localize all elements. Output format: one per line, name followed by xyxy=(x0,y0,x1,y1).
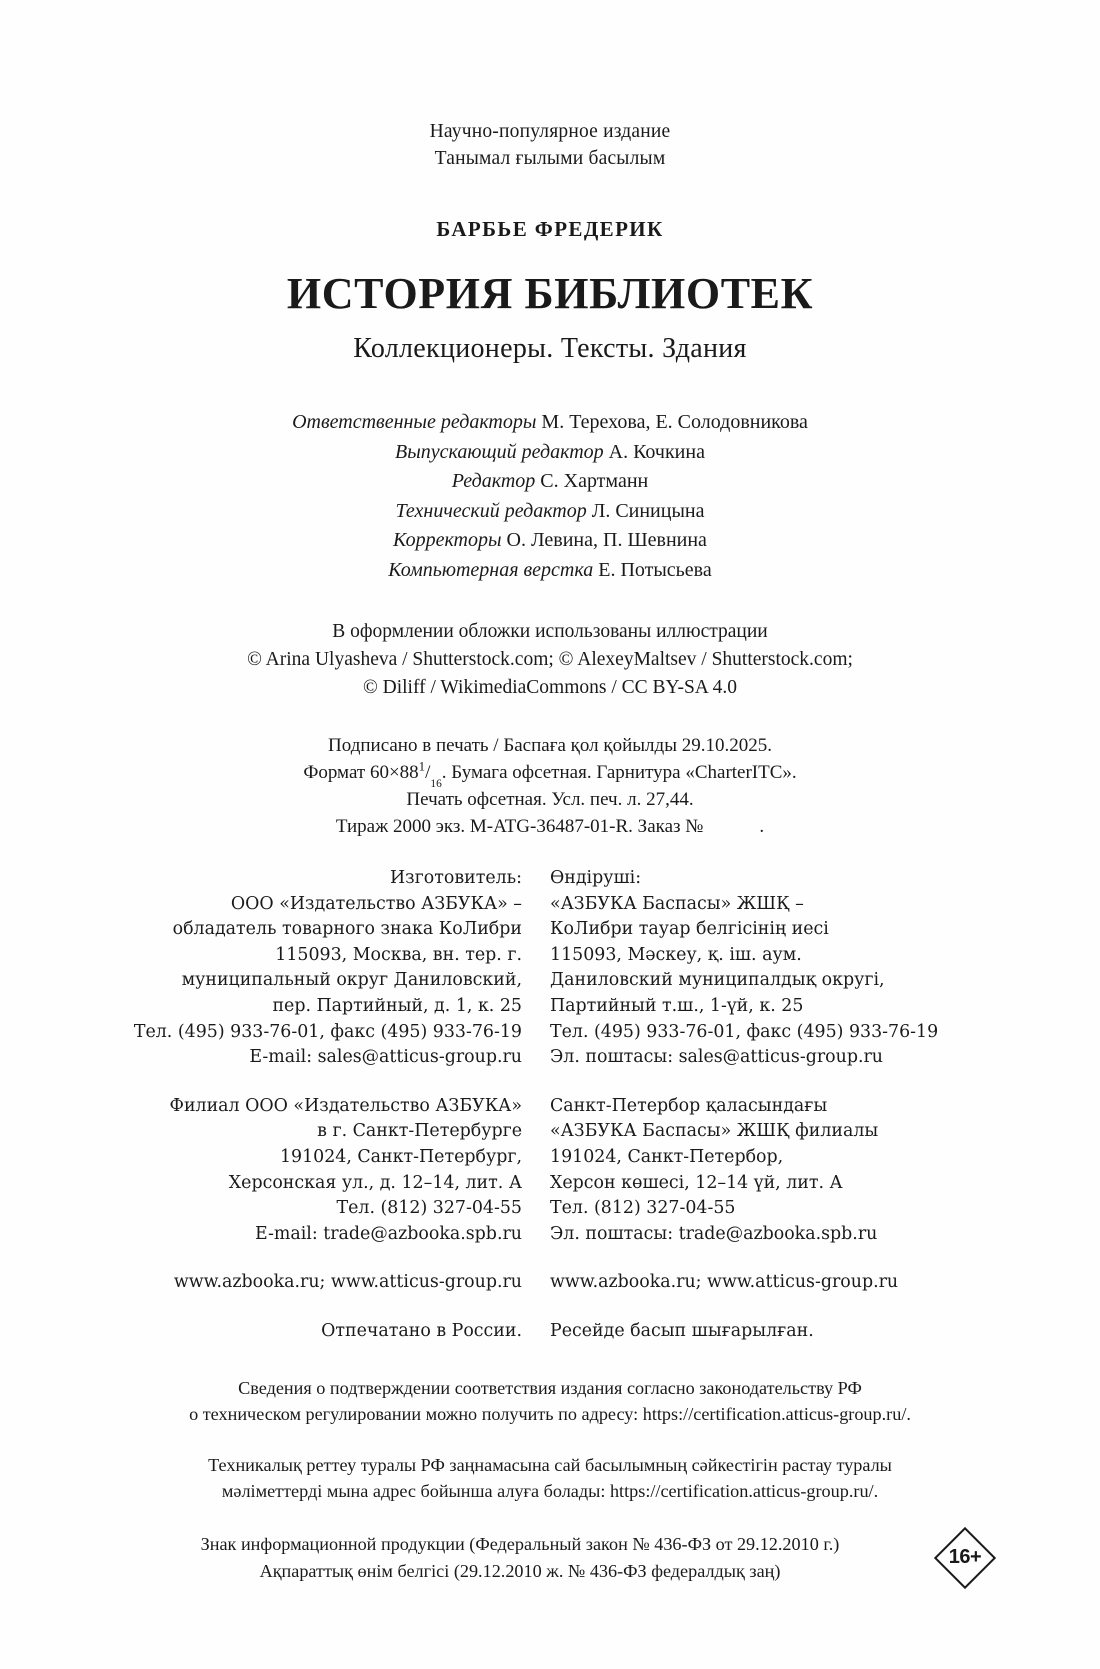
series-block xyxy=(110,118,990,172)
branch-email-ru: E-mail: trade@azbooka.spb.ru xyxy=(254,1223,522,1244)
branch-phone-kk: Тел. (812) 327-04-55 xyxy=(550,1198,736,1219)
publisher-column-ru xyxy=(110,866,522,1345)
branch-block-ru xyxy=(110,1094,522,1248)
manufacturer-block-kk xyxy=(550,866,990,1071)
manufacturer-line: «АЗБУКА Баспасы» ЖШҚ – xyxy=(550,893,804,914)
credit-row xyxy=(110,526,990,556)
credit-role: Компьютерная верстка xyxy=(388,558,594,581)
credit-names: А. Кочкина xyxy=(608,440,705,463)
manufacturer-line: Даниловский муниципалдық округі, xyxy=(550,970,885,991)
credit-names: Е. Потысьева xyxy=(598,558,712,581)
credit-row xyxy=(110,556,990,586)
branch-line: в г. Санкт-Петербурге xyxy=(317,1121,522,1142)
branch-line: 191024, Санкт-Петербор, xyxy=(550,1146,784,1167)
certification-ru-line-2: о техническом регулировании можно получить по адресу: https://certification.atticus-group.ru/. xyxy=(189,1404,911,1424)
credit-names: О. Левина, П. Шевнина xyxy=(506,529,707,551)
credit-role: Выпускающий редактор xyxy=(395,440,604,463)
manufacturer-heading-ru: Изготовитель: xyxy=(390,868,522,888)
manufacturer-line: КоЛибри тауар белгісінің иесі xyxy=(550,919,829,940)
manufacturer-email-kk: Эл. поштасы: sales@atticus-group.ru xyxy=(550,1047,883,1068)
print-run-suffix: . xyxy=(759,816,765,837)
branch-phone-ru: Тел. (812) 327-04-55 xyxy=(336,1198,522,1219)
manufacturer-line: муниципальный округ Даниловский, xyxy=(181,970,522,991)
credit-row xyxy=(110,408,990,438)
manufacturer-line: обладатель товарного знака КоЛибри xyxy=(172,919,522,940)
signed-to-print-line: Подписано в печать / Баспаға қол қойылды 29.10.2025. xyxy=(328,735,772,756)
manufacturer-line: Партийный т.ш., 1-үй, к. 25 xyxy=(550,995,804,1016)
page-content xyxy=(110,0,990,1585)
manufacturer-phone-kk: Тел. (495) 933-76-01, факс (495) 933-76-19 xyxy=(550,1021,939,1042)
cover-credits-line-1: © Arina Ulyasheva / Shutterstock.com; © AlexeyMaltsev / Shutterstock.com; xyxy=(247,649,853,670)
websites-kk[interactable]: www.azbooka.ru; www.atticus-group.ru xyxy=(550,1272,899,1293)
author-name: БАРБЬЕ ФРЕДЕРИК xyxy=(436,217,664,241)
branch-line: Херсон көшесі, 12–14 үй, лит. А xyxy=(550,1172,843,1193)
printing-method-line: Печать офсетная. Усл. печ. л. 27,44. xyxy=(406,789,694,810)
format-suffix: . Бумага офсетная. Гарнитура «CharterITC». xyxy=(441,762,797,783)
branch-line: Филиал ООО «Издательство АЗБУКА» xyxy=(169,1095,522,1116)
branch-line: Санкт-Петербор қаласындағы xyxy=(550,1095,828,1116)
certification-ru-line-1: Сведения о подтверждении соответствия издания согласно законодательству РФ xyxy=(238,1377,862,1398)
credit-role: Технический редактор xyxy=(395,499,587,522)
credit-row xyxy=(110,497,990,527)
series-line-kk: Танымал ғылыми басылым xyxy=(434,148,666,169)
credit-row xyxy=(110,467,990,497)
manufacturer-line: 115093, Москва, вн. тер. г. xyxy=(275,944,522,965)
credit-role: Ответственные редакторы xyxy=(292,411,537,433)
format-denominator: 16 xyxy=(430,777,442,790)
book-subtitle: Коллекционеры. Тексты. Здания xyxy=(353,333,747,364)
age-rating-line-ru: Знак информационной продукции (Федеральный закон № 436-ФЗ от 29.12.2010 г.) xyxy=(200,1533,840,1554)
manufacturer-heading-kk: Өндіруші: xyxy=(550,868,642,888)
manufacturer-block-ru xyxy=(110,866,522,1071)
format-fraction: $^1/_{16}$ xyxy=(418,758,442,790)
age-rating-text xyxy=(110,1531,990,1585)
credit-names: С. Хартманн xyxy=(540,470,649,492)
cover-credits-block xyxy=(110,618,990,702)
format-numerator: 1 xyxy=(418,758,426,774)
manufacturer-line: пер. Партийный, д. 1, к. 25 xyxy=(272,995,522,1016)
format-prefix: Формат 60×88 xyxy=(303,762,419,783)
credit-role: Корректоры xyxy=(393,529,502,551)
branch-line: 191024, Санкт-Петербург, xyxy=(279,1146,522,1167)
credit-names: Л. Синицына xyxy=(591,499,705,522)
age-rating-badge-label: 16+ xyxy=(948,1546,982,1568)
age-rating-line-kk: Ақпараттық өнім белгісі (29.12.2010 ж. № 436-ФЗ федералдық заң) xyxy=(259,1560,781,1581)
manufacturer-line: ООО «Издательство АЗБУКА» – xyxy=(230,893,522,914)
printed-in-kk: Ресейде басып шығарылған. xyxy=(550,1320,814,1341)
credit-role: Редактор xyxy=(451,470,536,492)
cover-credits-line-2: © Diliff / WikimediaCommons / CC BY-SA 4.0 xyxy=(362,677,738,698)
branch-email-kk: Эл. поштасы: trade@azbooka.spb.ru xyxy=(550,1223,878,1244)
series-line-ru: Научно-популярное издание xyxy=(429,121,671,142)
certification-kk-line-1: Техникалық реттеу туралы РФ заңнамасына сай басылымның сәйкестігін растау туралы xyxy=(208,1454,892,1475)
print-info-block xyxy=(110,732,990,840)
print-run-line xyxy=(110,813,990,840)
certification-note-kk xyxy=(110,1452,990,1505)
branch-block-kk xyxy=(550,1094,990,1248)
certification-kk-line-2: мәліметтерді мына адрес бойынша алуға болады: https://certification.atticus-group.ru/. xyxy=(221,1481,879,1501)
print-run-prefix: Тираж 2000 экз. M-ATG-36487-01-R. Заказ № xyxy=(335,816,704,837)
publisher-column-kk xyxy=(522,866,990,1345)
book-title: ИСТОРИЯ БИБЛИОТЕК xyxy=(286,269,814,318)
websites-ru[interactable]: www.azbooka.ru; www.atticus-group.ru xyxy=(173,1272,522,1293)
credits-block xyxy=(110,408,990,585)
age-rating-badge-icon xyxy=(934,1527,996,1589)
publisher-columns xyxy=(110,866,990,1345)
certification-note-ru xyxy=(110,1375,990,1428)
cover-credits-intro: В оформлении обложки использованы иллюстрации xyxy=(332,621,768,642)
format-line xyxy=(110,758,990,790)
printed-in-ru: Отпечатано в России. xyxy=(321,1320,522,1341)
manufacturer-line: 115093, Мәскеу, қ. іш. аум. xyxy=(550,944,802,965)
branch-line: «АЗБУКА Баспасы» ЖШҚ филиалы xyxy=(550,1121,879,1142)
manufacturer-phone-ru: Тел. (495) 933-76-01, факс (495) 933-76-19 xyxy=(133,1021,522,1042)
age-rating-block xyxy=(110,1531,990,1585)
manufacturer-email-ru: E-mail: sales@atticus-group.ru xyxy=(249,1047,522,1068)
credit-names: М. Терехова, Е. Солодовникова xyxy=(541,411,808,433)
branch-line: Херсонская ул., д. 12–14, лит. А xyxy=(228,1172,522,1193)
credit-row xyxy=(110,438,990,468)
